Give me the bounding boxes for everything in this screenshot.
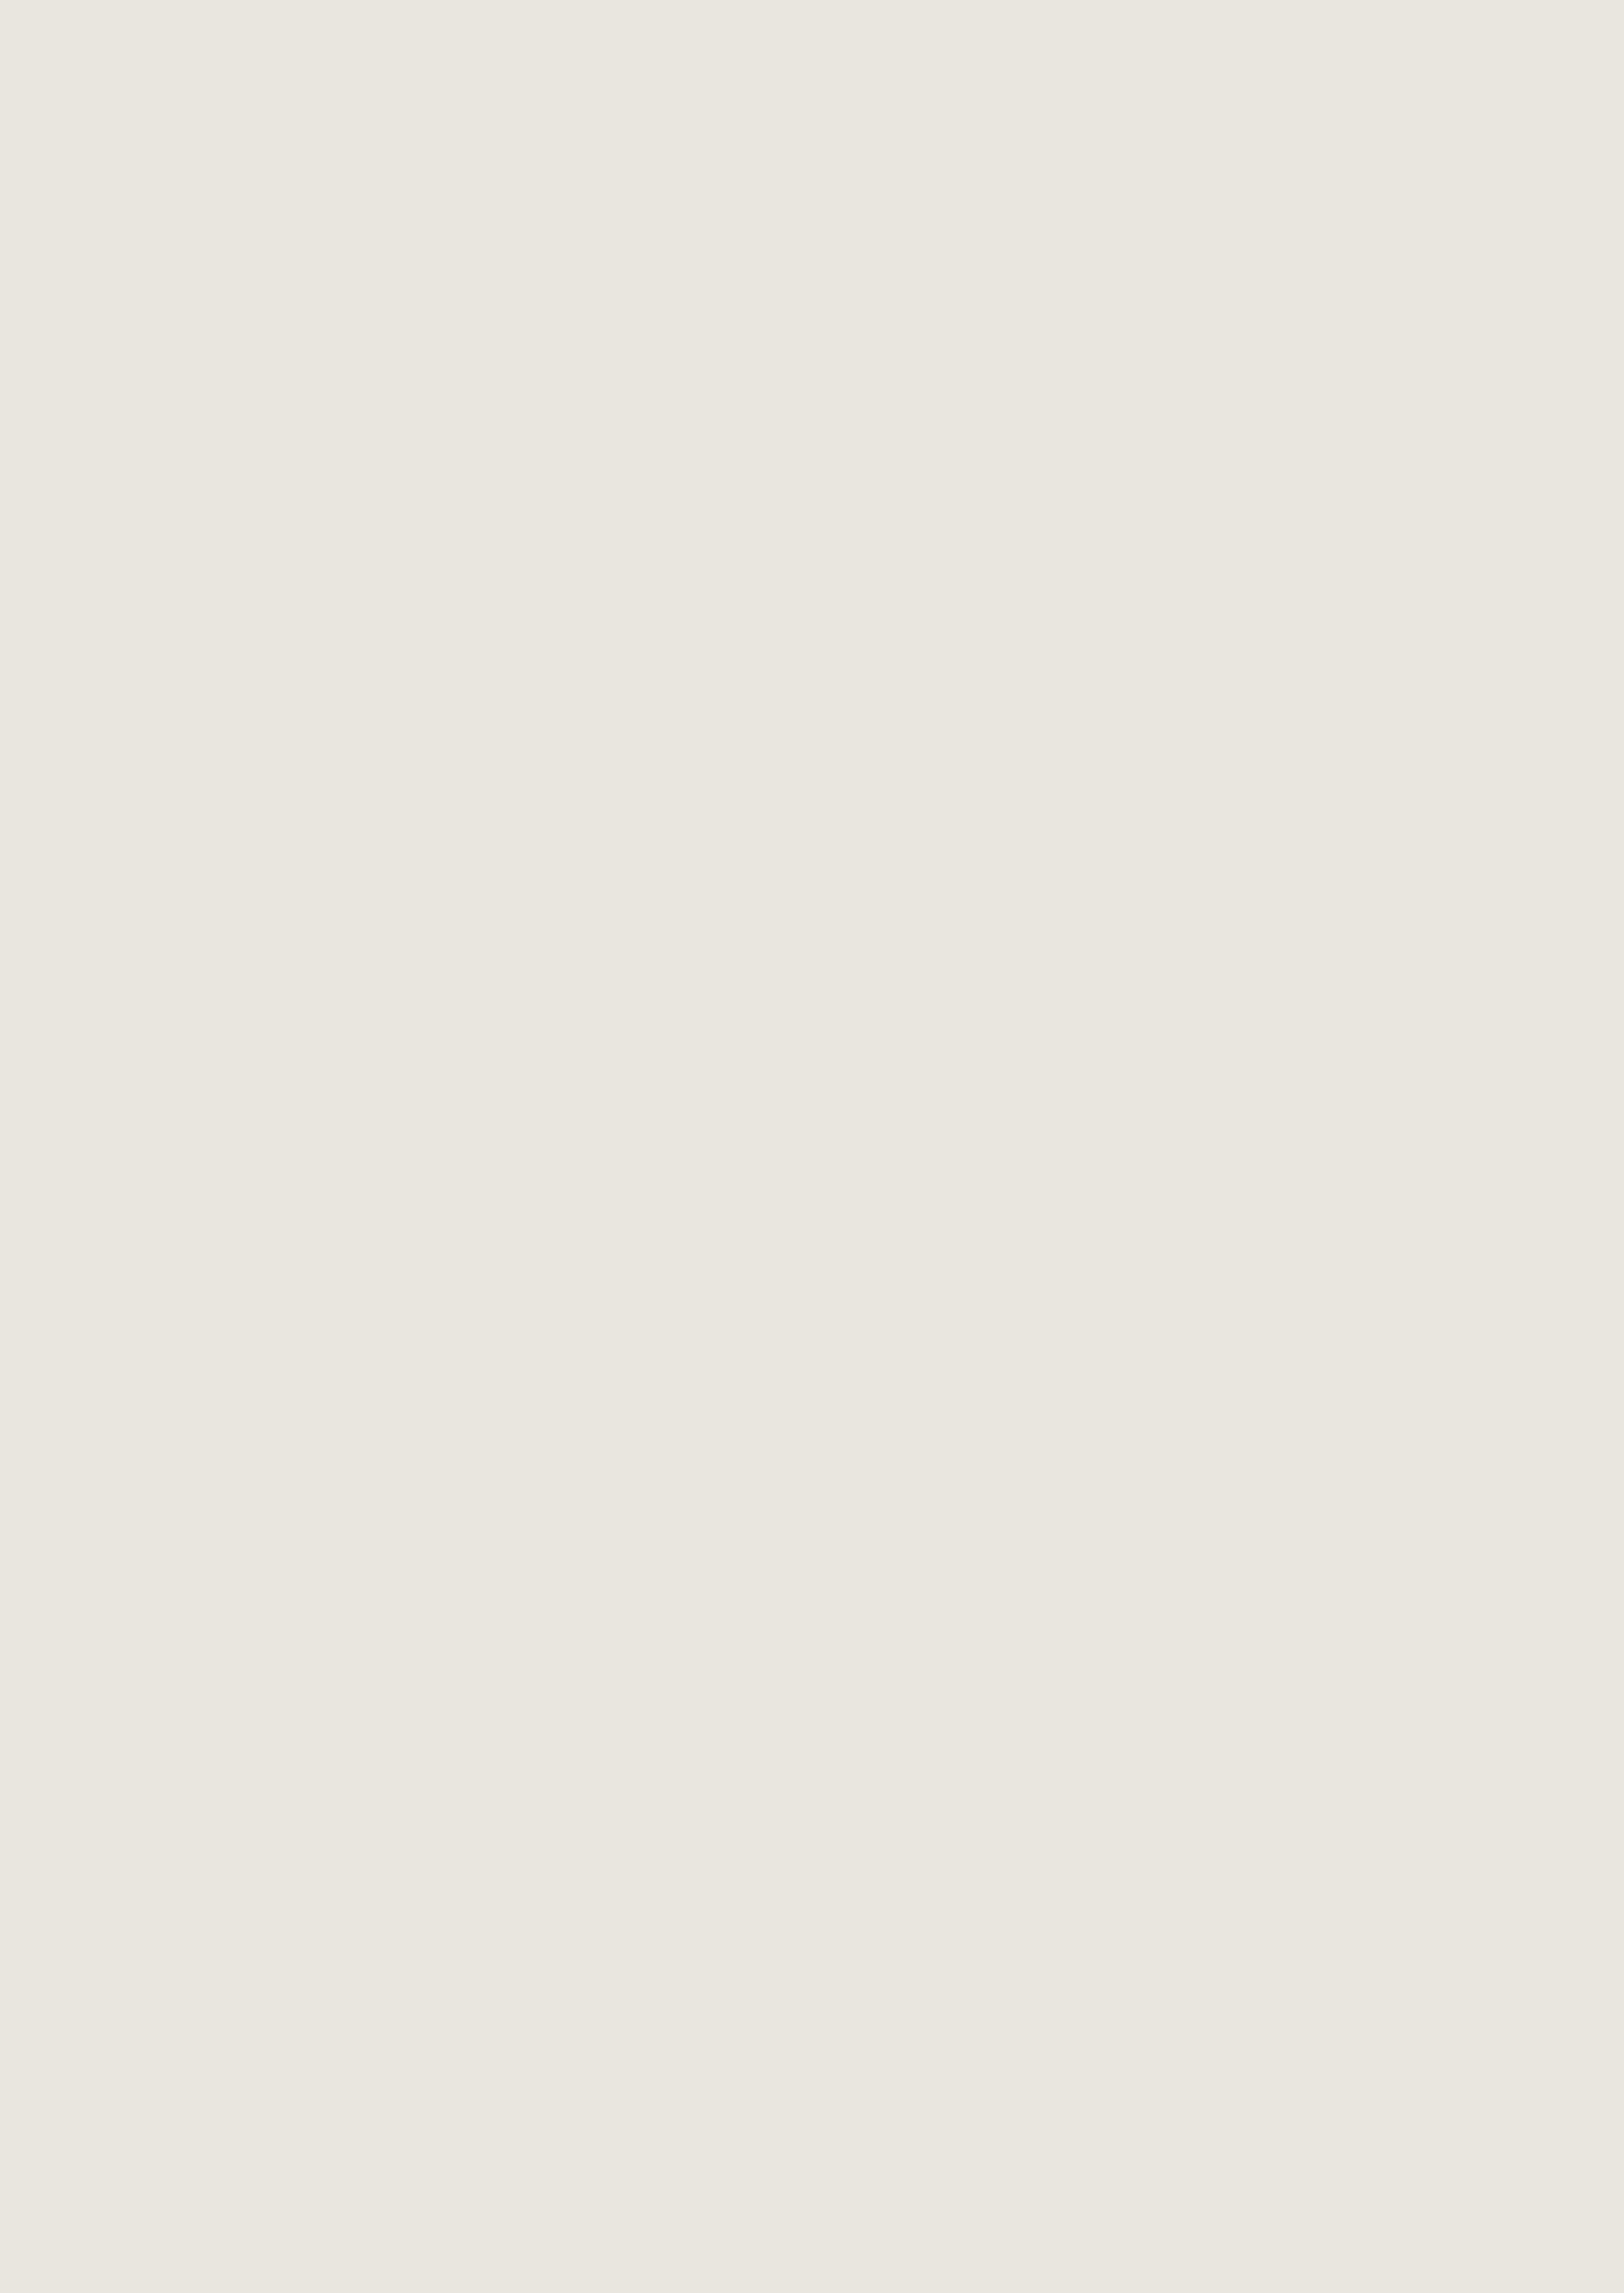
figure-135 [863, 805, 1502, 1347]
climate-chart [863, 805, 1502, 1347]
